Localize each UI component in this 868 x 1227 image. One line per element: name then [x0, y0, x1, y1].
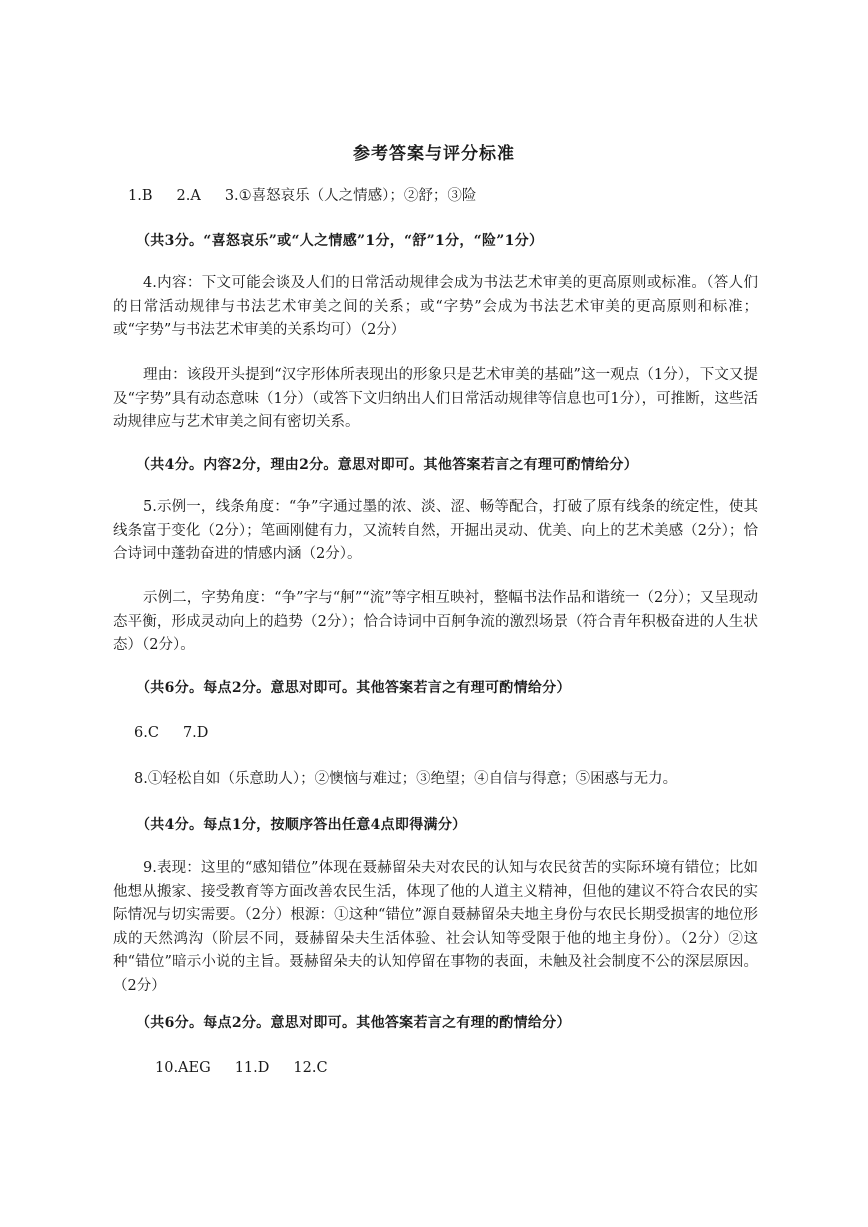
- answer-10: 10.AEG: [155, 1060, 211, 1076]
- scoring-note-1-3: （共3分。“喜怒哀乐”或“人之情感”1分，“舒”1分，“险”1分）: [136, 233, 544, 249]
- answer-6: 6.C: [134, 725, 159, 741]
- answer-12: 12.C: [293, 1060, 328, 1076]
- answer-3: 3.①喜怒哀乐（人之情感）；②舒；③险: [224, 188, 477, 204]
- answer-4-reason: 理由：该段开头提到“汉字形体所表现出的形象只是艺术审美的基础”这一观点（1分），下文又提及“字势”具有动态意味（1分）（或答下文归纳出人们日常活动规律等信息也可1分），可推断，这些活动规律应与艺术审美之间有密切关系。: [113, 367, 758, 430]
- answer-4-content: 4.内容：下文可能会谈及人们的日常活动规律会成为书法艺术审美的更高原则或标准。（答人们的日常活动规律与书法艺术审美之间的关系；或“字势”会成为书法艺术审美的更高原则和标准；或“字势”与书法艺术审美的关系均可）（2分）: [113, 275, 758, 338]
- page-title: 参考答案与评分标准: [353, 144, 515, 164]
- answer-5-example-2: 示例二，字势角度：“争”字与“舸”“流”等字相互映衬，整幅书法作品和谐统一（2分）；又呈现动态平衡，形成灵动向上的趋势（2分）；恰合诗词中百舸争流的激烈场景（符合青年积极奋进的人生状态）（2分）。: [113, 590, 758, 653]
- answer-8: 8.①轻松自如（乐意助人）；②懊恼与难过；③绝望；④自信与得意；⑤困惑与无力。: [134, 771, 678, 787]
- answer-1: 1.B: [128, 188, 153, 204]
- answer-9: 9.表现：这里的“感知错位”体现在聂赫留朵夫对农民的认知与农民贫苦的实际环境有错位；比如他想从搬家、接受教育等方面改善农民生活，体现了他的人道主义精神，但他的建议不符合农民的实际情况与切实需要。（2分）根源：①这种“错位”源自聂赫留朵夫地主身份与农民长期受损害的地位形成的天然鸿沟（阶层不同，聂赫留朵夫生活体验、社会认知等受限于他的地主身份）。（2分）②这种“错位”暗示小说的主旨。聂赫留朵夫的认知停留在事物的表面，未触及社会制度不公的深层原因。（2分）: [113, 860, 758, 994]
- answer-11: 11.D: [234, 1060, 270, 1076]
- answers-1-3: [128, 186, 476, 206]
- answers-10-12: [155, 1058, 328, 1078]
- answer-2: 2.A: [176, 188, 201, 204]
- answer-7: 7.D: [182, 725, 209, 741]
- scoring-note-9: （共6分。每点2分。意思对即可。其他答案若言之有理的酌情给分）: [136, 1015, 571, 1031]
- scoring-note-5: （共6分。每点2分。意思对即可。其他答案若言之有理可酌情给分）: [136, 680, 571, 696]
- scoring-note-8: （共4分。每点1分，按顺序答出任意4点即得满分）: [136, 817, 467, 833]
- scoring-note-4: （共4分。内容2分，理由2分。意思对即可。其他答案若言之有理可酌情给分）: [136, 457, 639, 473]
- answers-6-7: [134, 723, 208, 743]
- answer-5-example-1: 5.示例一，线条角度：“争”字通过墨的浓、淡、涩、畅等配合，打破了原有线条的统定性，使其线条富于变化（2分）；笔画刚健有力，又流转自然，开掘出灵动、优美、向上的艺术美感（2分）；恰合诗词中蓬勃奋进的情感内涵（2分）。: [113, 499, 758, 562]
